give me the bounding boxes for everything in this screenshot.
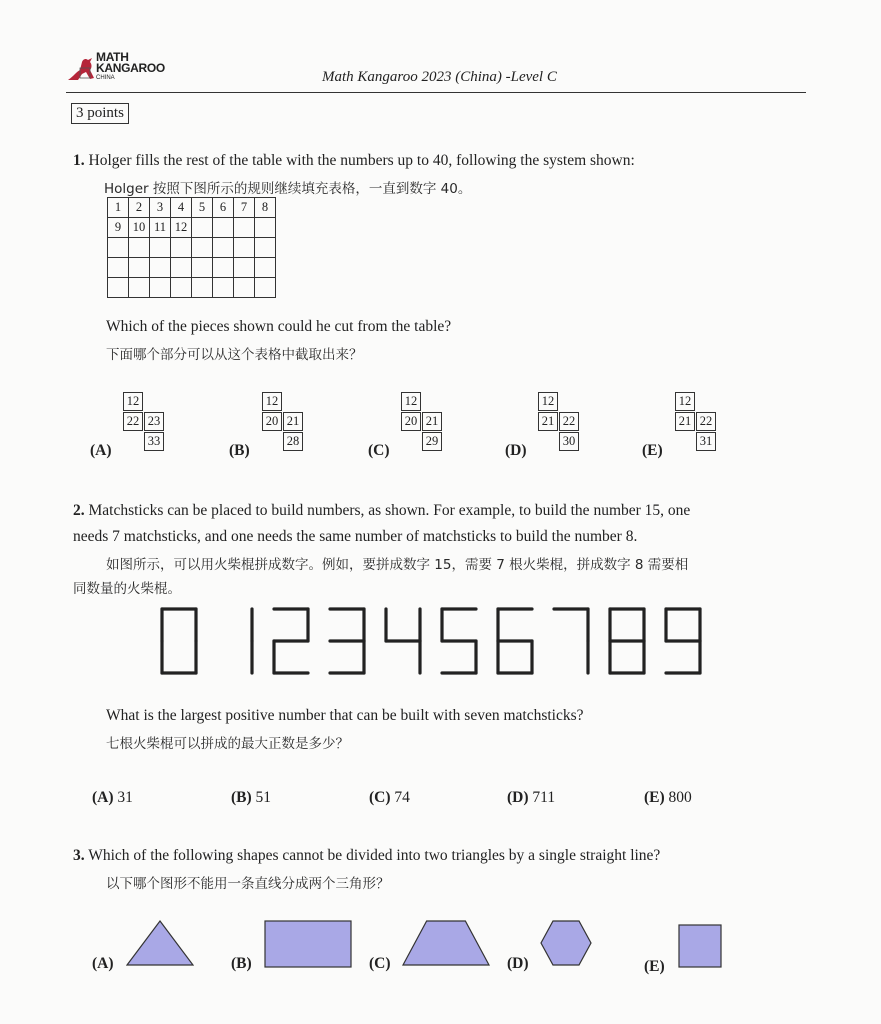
table-row (108, 198, 276, 218)
matchstick-digit-8 (610, 609, 644, 673)
rectangle-shape (264, 920, 352, 968)
q2-text-zh-1: 如图所示，可以用火柴棍拼成数字。例如，要拼成数字 15，需要 7 根火柴棍，拼成数字 8 需要相 (106, 557, 689, 573)
table-cell (129, 258, 150, 278)
table-cell (108, 238, 129, 258)
q3-option-a[interactable]: (A) (92, 955, 114, 972)
q1-text-en: Holger fills the rest of the table with the numbers up to 40, following the system shown: (88, 152, 635, 169)
piece-cell: 12 (675, 392, 695, 411)
table-cell: 6 (213, 198, 234, 218)
q3-option-e[interactable]: (E) (644, 958, 665, 975)
table-cell: 1 (108, 198, 129, 218)
table-cell (192, 258, 213, 278)
q1-option-b[interactable] (229, 392, 339, 462)
matchstick-digit-2 (274, 609, 308, 673)
q2-question-en: What is the largest positive number that can be built with seven matchsticks? (106, 707, 584, 724)
table-cell: 5 (192, 198, 213, 218)
option-label: (E) (644, 789, 665, 806)
number-table (107, 197, 276, 298)
hexagon-shape (540, 920, 592, 966)
matchstick-digit-4 (386, 609, 420, 673)
matchstick-digit-6 (498, 609, 532, 673)
table-cell: 2 (129, 198, 150, 218)
table-cell: 8 (255, 198, 276, 218)
table-cell (234, 278, 255, 298)
piece-cell: 20 (401, 412, 421, 431)
table-cell (192, 238, 213, 258)
q2-option-e[interactable] (644, 789, 692, 807)
table-cell (213, 258, 234, 278)
q1-option-a[interactable] (90, 392, 200, 462)
table-cell (108, 258, 129, 278)
points-box: 3 points (71, 103, 129, 124)
q1-option-d[interactable] (505, 392, 615, 462)
piece-cell: 21 (675, 412, 695, 431)
piece-cell: 21 (422, 412, 442, 431)
q3-text-en: Which of the following shapes cannot be divided into two triangles by a single straight line? (88, 847, 661, 864)
table-cell (255, 258, 276, 278)
logo-line-2: KANGAROO (96, 61, 165, 75)
option-label: (C) (368, 442, 390, 459)
option-label: (E) (642, 442, 663, 459)
matchstick-digits (150, 605, 720, 680)
option-value: 51 (251, 789, 272, 806)
matchstick-digit-3 (330, 609, 364, 673)
q2-option-b[interactable] (231, 789, 271, 807)
matchstick-digit-5 (442, 609, 476, 673)
q3-text (73, 847, 660, 865)
option-value: 74 (390, 789, 410, 806)
matchstick-digit-0 (162, 609, 196, 673)
logo-line-3: CHINA (96, 75, 115, 81)
q2-text-en-1: Matchsticks can be placed to build numbers, as shown. For example, to build the number 15, one (88, 502, 691, 519)
table-cell (171, 258, 192, 278)
option-value: 31 (113, 789, 133, 806)
option-label: (A) (92, 789, 114, 806)
table-cell (234, 258, 255, 278)
table-cell: 4 (171, 198, 192, 218)
q3-option-d[interactable]: (D) (507, 955, 529, 972)
table-cell (129, 278, 150, 298)
piece-cell: 33 (144, 432, 164, 451)
piece-cell: 22 (559, 412, 579, 431)
option-label: (D) (507, 789, 529, 806)
q3-number: 3. (73, 847, 85, 864)
kangaroo-logo (66, 52, 186, 86)
table-row (108, 258, 276, 278)
piece-cell: 30 (559, 432, 579, 451)
trapezoid-shape (402, 920, 490, 966)
triangle-polygon (127, 921, 193, 965)
q2-option-a[interactable] (92, 789, 133, 807)
table-row (108, 238, 276, 258)
table-cell: 3 (150, 198, 171, 218)
piece-cell: 12 (123, 392, 143, 411)
option-label: (D) (505, 442, 527, 459)
matchstick-digit-7 (554, 609, 588, 673)
q3-option-b[interactable]: (B) (231, 955, 252, 972)
q1-text (73, 152, 635, 170)
table-cell (192, 278, 213, 298)
piece-cell: 21 (283, 412, 303, 431)
q2-question-zh: 七根火柴棍可以拼成的最大正数是多少？ (106, 736, 349, 752)
q2-text-line1 (73, 502, 690, 520)
table-cell (171, 238, 192, 258)
q1-number: 1. (73, 152, 85, 169)
logo-line-1: MATH (96, 50, 129, 64)
table-cell: 10 (129, 218, 150, 238)
piece-cell: 22 (123, 412, 143, 431)
table-cell (150, 258, 171, 278)
piece-cell: 23 (144, 412, 164, 431)
table-cell (234, 218, 255, 238)
table-cell (234, 238, 255, 258)
table-cell (108, 278, 129, 298)
q2-text-en-2: needs 7 matchsticks, and one needs the same number of matchsticks to build the number 8. (73, 528, 638, 545)
piece-cell: 29 (422, 432, 442, 451)
table-cell (213, 238, 234, 258)
q3-option-c[interactable]: (C) (369, 955, 391, 972)
q1-question-en: Which of the pieces shown could he cut from the table? (106, 318, 452, 335)
piece-cell: 12 (401, 392, 421, 411)
table-cell (171, 278, 192, 298)
piece-cell: 20 (262, 412, 282, 431)
piece-cell: 12 (538, 392, 558, 411)
table-cell (150, 238, 171, 258)
table-cell (129, 238, 150, 258)
table-cell (255, 278, 276, 298)
q1-text-zh: Holger 按照下图所示的规则继续填充表格，一直到数字 40。 (104, 181, 472, 197)
table-cell: 9 (108, 218, 129, 238)
table-cell: 12 (171, 218, 192, 238)
q2-option-d[interactable] (507, 789, 555, 807)
q1-option-c[interactable] (368, 392, 478, 462)
square-shape (678, 924, 722, 968)
q3-text-zh: 以下哪个图形不能用一条直线分成两个三角形？ (106, 876, 390, 892)
option-label: (C) (369, 789, 391, 806)
option-value: 800 (664, 789, 692, 806)
table-cell (213, 218, 234, 238)
q2-number: 2. (73, 502, 85, 519)
q2-option-c[interactable] (369, 789, 410, 807)
header-rule (66, 92, 806, 93)
piece-cell: 22 (696, 412, 716, 431)
table-cell (255, 238, 276, 258)
piece-cell: 28 (283, 432, 303, 451)
kangaroo-icon (66, 52, 98, 84)
table-cell (255, 218, 276, 238)
table-row (108, 218, 276, 238)
square-polygon (679, 925, 721, 967)
page-title: Math Kangaroo 2023 (China) -Level C (322, 69, 557, 85)
option-label: (A) (90, 442, 112, 459)
piece-cell: 12 (262, 392, 282, 411)
table-cell (192, 218, 213, 238)
option-value: 711 (528, 789, 556, 806)
piece-cell: 31 (696, 432, 716, 451)
table-cell (150, 278, 171, 298)
option-label: (B) (229, 442, 250, 459)
hexagon-polygon (541, 921, 591, 965)
table-row (108, 278, 276, 298)
trapezoid-polygon (403, 921, 489, 965)
triangle-shape (126, 920, 194, 966)
q1-option-e[interactable] (642, 392, 752, 462)
q2-text-zh-2: 同数量的火柴棍。 (73, 581, 181, 597)
table-cell (213, 278, 234, 298)
piece-cell: 21 (538, 412, 558, 431)
matchstick-digit-9 (666, 609, 700, 673)
rectangle-polygon (265, 921, 351, 967)
table-cell: 11 (150, 218, 171, 238)
q1-question-zh: 下面哪个部分可以从这个表格中截取出来？ (106, 347, 363, 363)
option-label: (B) (231, 789, 252, 806)
table-cell: 7 (234, 198, 255, 218)
